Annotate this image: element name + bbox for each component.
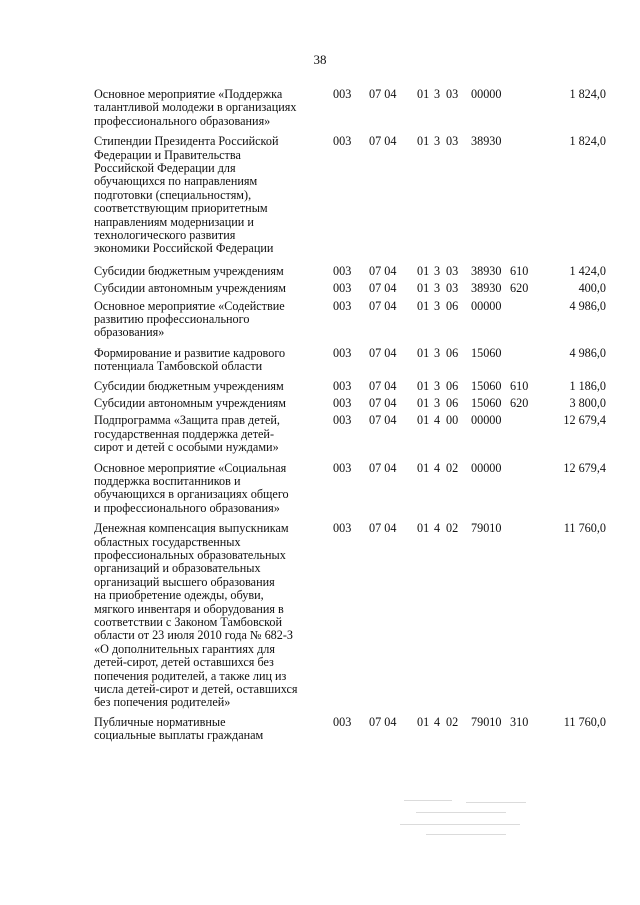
- row-direction: 38930: [471, 281, 502, 296]
- row-section: 07 04: [369, 413, 397, 428]
- row-subprogram: 4: [434, 460, 441, 475]
- table-row: [0, 380, 640, 393]
- row-section: 07 04: [369, 134, 397, 149]
- row-section: 07 04: [369, 714, 397, 729]
- row-sum: 1 186,0: [569, 378, 606, 393]
- row-program: 01: [417, 460, 430, 475]
- row-section: 07 04: [369, 460, 397, 475]
- row-section: 07 04: [369, 345, 397, 360]
- row-subprogram: 3: [434, 87, 441, 101]
- row-ministry: 003: [333, 460, 352, 475]
- row-ministry: 003: [333, 134, 352, 149]
- row-ministry: 003: [333, 281, 352, 296]
- row-subprogram: 3: [434, 378, 441, 393]
- row-section: 07 04: [369, 263, 397, 278]
- row-name: Субсидии бюджетным учреждениям: [94, 263, 284, 278]
- table-row: [0, 282, 640, 295]
- row-direction: 38930: [471, 263, 502, 278]
- row-subprogram: 3: [434, 134, 441, 149]
- row-program: 01: [417, 134, 430, 149]
- row-event: 02: [446, 460, 459, 475]
- row-event: 06: [446, 378, 459, 393]
- row-event: 03: [446, 281, 459, 296]
- row-vr: 310: [510, 714, 529, 729]
- row-program: 01: [417, 714, 430, 729]
- row-sum: 400,0: [578, 281, 606, 296]
- row-vr: 620: [510, 396, 529, 410]
- row-direction: 00000: [471, 298, 502, 313]
- row-sum: 11 760,0: [563, 521, 606, 536]
- row-subprogram: 4: [434, 413, 441, 428]
- row-ministry: 003: [333, 263, 352, 278]
- row-name: Публичные нормативные социальные выплаты гражданам: [94, 714, 264, 743]
- row-name: Субсидии автономным учреждениям: [94, 396, 286, 410]
- table-row: [0, 716, 640, 743]
- row-ministry: 003: [333, 413, 352, 428]
- row-section: 07 04: [369, 298, 397, 313]
- table-row: [0, 347, 640, 374]
- row-direction: 38930: [471, 134, 502, 149]
- row-ministry: 003: [333, 378, 352, 393]
- row-sum: 12 679,4: [563, 460, 606, 475]
- row-subprogram: 4: [434, 714, 441, 729]
- row-event: 03: [446, 134, 459, 149]
- row-direction: 15060: [471, 345, 502, 360]
- row-ministry: 003: [333, 521, 352, 536]
- row-ministry: 003: [333, 396, 352, 410]
- row-event: 00: [446, 413, 459, 428]
- row-name: Основное мероприятие «Социальная поддержка воспитанников и обучающихся в организациях общего и профессионального образования»: [94, 460, 289, 515]
- row-event: 06: [446, 345, 459, 360]
- row-program: 01: [417, 87, 430, 101]
- row-program: 01: [417, 521, 430, 536]
- row-program: 01: [417, 378, 430, 393]
- row-ministry: 003: [333, 87, 352, 101]
- row-program: 01: [417, 281, 430, 296]
- row-name: Денежная компенсация выпускникам областных государственных профессиональных образовательных организаций и образовательных организаций высшего образования на приобретение одежды, обуви, мягкого инвентаря и оборудования в соответствии с Законом Тамбовской области от 23 июля 2010 года № 682-З «О дополнительных гарантиях для детей-сирот, детей оставшихся без попечения родителей, а также лиц из числа детей-сирот и детей, оставшихся без попечения родителей»: [94, 521, 298, 710]
- table-row: [0, 265, 640, 278]
- row-direction: 15060: [471, 378, 502, 393]
- row-direction: 00000: [471, 87, 502, 101]
- row-sum: 1 824,0: [569, 134, 606, 149]
- row-name: Стипендии Президента Российской Федерации и Правительства Российской Федерации для обучающихся по направлениям подготовки (специальностям), соответствующим приоритетным направлениям модернизации и технологического развития экономики Российской Федерации: [94, 134, 279, 256]
- row-sum: 4 986,0: [569, 345, 606, 360]
- row-program: 01: [417, 298, 430, 313]
- row-direction: 79010: [471, 521, 502, 536]
- row-sum: 4 986,0: [569, 298, 606, 313]
- row-section: 07 04: [369, 87, 397, 101]
- table-row: [0, 522, 640, 710]
- row-vr: 610: [510, 263, 529, 278]
- page-number: 38: [313, 52, 327, 67]
- row-section: 07 04: [369, 396, 397, 410]
- row-name: Подпрограмма «Защита прав детей, государственная поддержка детей- сирот и детей с особыми нуждами»: [94, 413, 280, 455]
- row-event: 06: [446, 298, 459, 313]
- row-direction: 15060: [471, 396, 502, 410]
- row-event: 02: [446, 521, 459, 536]
- row-direction: 00000: [471, 460, 502, 475]
- row-name: Субсидии автономным учреждениям: [94, 281, 286, 296]
- row-direction: 79010: [471, 714, 502, 729]
- table-row: [0, 414, 640, 454]
- scan-artifact: [396, 798, 546, 840]
- row-section: 07 04: [369, 521, 397, 536]
- row-sum: 11 760,0: [563, 714, 606, 729]
- row-subprogram: 3: [434, 298, 441, 313]
- row-program: 01: [417, 263, 430, 278]
- row-subprogram: 3: [434, 263, 441, 278]
- row-subprogram: 3: [434, 396, 441, 410]
- row-program: 01: [417, 345, 430, 360]
- row-sum: 1 824,0: [569, 87, 606, 101]
- row-ministry: 003: [333, 298, 352, 313]
- table-row: [0, 462, 640, 516]
- row-name: Основное мероприятие «Поддержка талантливой молодежи в организациях профессионального образования»: [94, 87, 297, 128]
- row-vr: 620: [510, 281, 529, 296]
- row-event: 03: [446, 263, 459, 278]
- row-ministry: 003: [333, 345, 352, 360]
- row-name: Основное мероприятие «Содействие развитию профессионального образования»: [94, 298, 285, 340]
- row-program: 01: [417, 413, 430, 428]
- row-section: 07 04: [369, 281, 397, 296]
- row-sum: 12 679,4: [563, 413, 606, 428]
- table-row: [0, 300, 640, 340]
- row-program: 01: [417, 396, 430, 410]
- row-sum: 1 424,0: [569, 263, 606, 278]
- row-event: 02: [446, 714, 459, 729]
- row-subprogram: 3: [434, 345, 441, 360]
- row-subprogram: 3: [434, 281, 441, 296]
- table-row: [0, 397, 640, 410]
- row-event: 03: [446, 87, 459, 101]
- row-ministry: 003: [333, 714, 352, 729]
- row-section: 07 04: [369, 378, 397, 393]
- table-row: [0, 135, 640, 256]
- row-vr: 610: [510, 378, 529, 393]
- row-sum: 3 800,0: [569, 396, 606, 410]
- row-name: Формирование и развитие кадрового потенциала Тамбовской области: [94, 345, 286, 374]
- row-direction: 00000: [471, 413, 502, 428]
- row-subprogram: 4: [434, 521, 441, 536]
- row-name: Субсидии бюджетным учреждениям: [94, 378, 284, 393]
- table-row: [0, 88, 640, 128]
- row-event: 06: [446, 396, 459, 410]
